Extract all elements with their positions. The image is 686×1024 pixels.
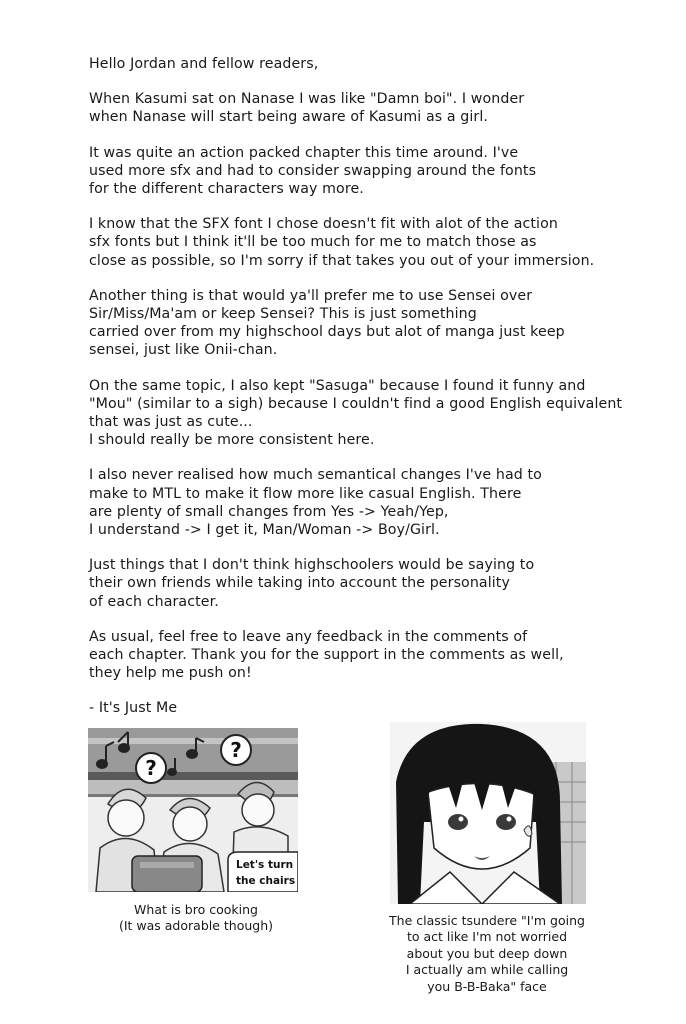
note-paragraph-5: On the same topic, I also kept "Sasuga" because I found it funny and "Mou" (similar to a sigh) because I couldn't find a good English equivalent that was just as cute... I should really be more consistent here. [89,377,623,449]
speech-bubble-text: Let's turn the chairs [236,859,296,887]
note-paragraph-6: I also never realised how much semantical changes I've had to make to MTL to make it flow more like casual English. There are plenty of small changes from Yes -> Yeah/Yep, I understand -> I get it, Man/Woman -> Boy/Girl. [89,467,542,539]
note-paragraph-2: It was quite an action packed chapter this time around. I've used more sfx and had to consider swapping around the fonts for the different characters way more. [89,144,537,198]
note-paragraph-8: As usual, feel free to leave any feedback in the comments of each chapter. Thank you for the support in the comments as well, they help me push on! [89,628,564,682]
note-paragraph-1: When Kasumi sat on Nanase I was like "Damn boi". I wonder when Nanase will start being aware of Kasumi as a girl. [89,91,525,126]
caption-right: The classic tsundere "I'm going to act like I'm not worried about you but deep down I actually am while calling you B-B-Baka" face [389,913,585,994]
question-mark-2: ? [230,738,242,762]
caption-left: What is bro cooking (It was adorable though) [118,902,274,934]
translator-note [89,55,659,724]
note-paragraph-4: Another thing is that would ya'll prefer me to use Sensei over Sir/Miss/Ma'am or keep Sensei? This is just something carried over from my highschool days but alot of manga just keep sensei, just like Onii-chan. [89,287,565,359]
greeting: Hello Jordan and fellow readers, [89,56,319,72]
note-paragraph-7: Just things that I don't think highschoolers would be saying to their own friends while taking into account the personality of each character. [89,557,535,610]
note-paragraph-3: I know that the SFX font I chose doesn't fit with alot of the action sfx fonts but I think it'll be too much for me to match those as close as possible, so I'm sorry if that takes you out of your immersion. [89,216,595,269]
manga-panel-left-art [88,728,298,892]
question-mark-1: ? [145,756,157,780]
signature: - It's Just Me [89,700,178,717]
manga-panel-right-art [390,722,586,904]
manga-panel-right [390,722,586,904]
manga-panel-left [88,728,298,892]
